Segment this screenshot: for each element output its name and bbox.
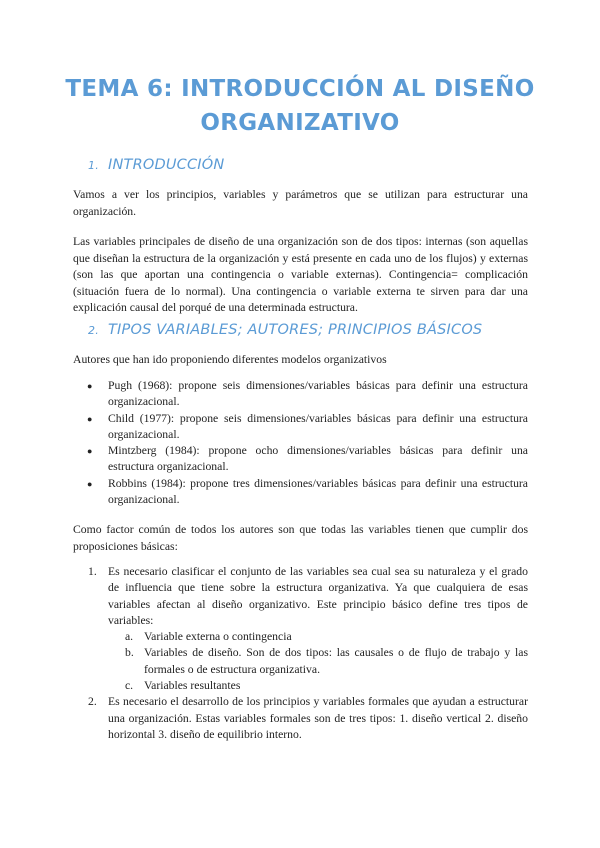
list-item-text: Es necesario clasificar el conjunto de las variables sea cual sea su naturaleza y el grado de influencia que tiene sobre la estructura organizativa. Ya que cualquiera de esas variables afectan al diseño organizativo. Este principio básico define tres tipos de variables: (108, 565, 528, 627)
list-item: ● Robbins (1984): propone tres dimensiones/variables básicas para definir una estructura organizacional. (73, 476, 528, 508)
list-item-letter: b. (125, 646, 134, 660)
propositions-list (73, 564, 528, 743)
list-item-letter: a. (125, 630, 134, 644)
list-item: ● Pugh (1968): propone seis dimensiones/variables básicas para definir una estructura organizacional. (73, 378, 528, 410)
section-title: TIPOS VARIABLES; AUTORES; PRINCIPIOS BÁSICOS (108, 322, 483, 338)
list-item-number: 1. (88, 565, 97, 578)
list-item: ● Child (1977): propone seis dimensiones/variables básicas para definir una estructura organizacional. (73, 411, 528, 443)
page-title-line-1: TEMA 6: INTRODUCCIÓN AL DISEÑO (65, 76, 535, 102)
list-item-text: Variables de diseño. Son de dos tipos: las causales o de flujo de trabajo y las formales o de estructura organizativa. (144, 646, 528, 676)
paragraph-authors: Autores que han ido proponiendo diferentes modelos organizativos (73, 353, 387, 366)
section-number: 2. (88, 324, 99, 337)
list-item: ● Mintzberg (1984): propone ocho dimensiones/variables básicas para definir una estructura organizacional. (73, 443, 528, 475)
list-item (108, 645, 528, 678)
variable-types-list (108, 629, 528, 694)
paragraph-intro: Vamos a ver los principios, variables y parámetros que se utilizan para estructurar una organización. (73, 188, 528, 218)
list-item-text: Variable externa o contingencia (144, 630, 292, 644)
list-item-letter: c. (125, 679, 134, 693)
list-item-number: 2. (88, 695, 97, 709)
list-item (108, 629, 528, 645)
paragraph-common-factor: Como factor común de todos los autores son que todas las variables tienen que cumplir dos proposiciones básicas: (73, 523, 528, 553)
list-item (73, 564, 528, 694)
authors-list (73, 378, 528, 508)
page-title (60, 72, 540, 140)
list-item (108, 678, 528, 694)
section-heading-1 (88, 157, 224, 173)
list-item (73, 694, 528, 743)
list-item-text: Es necesario el desarrollo de los principios y variables formales que ayudan a estructurar una organización. Estas variables formales son de tres tipos: 1. diseño vertical 2. diseño horizontal 3. diseño de equilibrio interno. (108, 695, 528, 741)
section-number: 1. (88, 159, 99, 172)
section-heading-2 (88, 322, 482, 338)
list-item-text: Variables resultantes (144, 679, 241, 693)
paragraph-variables: Las variables principales de diseño de una organización son de dos tipos: internas (son aquellas que diseñan la estructura de la organización y está presente en cada uno de los flujos) y externas (son las que aportan una contingencia o variable externas). Contingencia= complicación (situación fuera de lo normal). Una contingencia o variable externa te sirven para dar una explicación causal del porqué de una determinada estructura. (73, 235, 528, 314)
section-title: INTRODUCCIÓN (108, 157, 225, 173)
page-title-line-2: ORGANIZATIVO (200, 110, 400, 136)
